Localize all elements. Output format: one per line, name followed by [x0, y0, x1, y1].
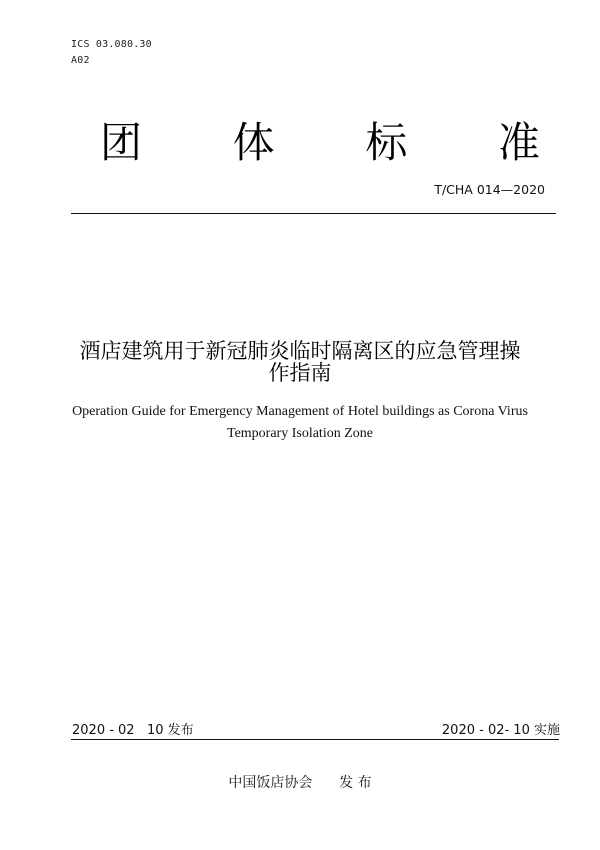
- chinese-title: [60, 340, 540, 384]
- standard-code: T/CHA 014—2020: [434, 182, 545, 197]
- ccs-code: A02: [71, 55, 90, 66]
- implementation-date: 2020 - 02- 10 实施: [441, 723, 560, 738]
- standard-type-heading: [100, 117, 540, 169]
- standard-type-char: 标: [365, 118, 408, 167]
- english-title-line-1: Operation Guide for Emergency Management of Hotel buildings as Corona Virus: [72, 404, 528, 419]
- top-divider: [71, 213, 556, 214]
- issue-date: 2020 - 02 10 发布: [72, 723, 194, 738]
- chinese-title-line-1: 酒店建筑用于新冠肺炎临时隔离区的应急管理操: [79, 339, 521, 363]
- standard-type-char: 准: [497, 118, 540, 167]
- english-title-line-2: Temporary Isolation Zone: [227, 426, 373, 441]
- standard-type-char: 体: [232, 118, 275, 167]
- publisher: 中国饭店协会 发 布: [228, 775, 372, 791]
- ics-code: ICS 03.080.30: [71, 39, 152, 50]
- bottom-divider: [71, 739, 559, 740]
- english-title: [40, 401, 560, 445]
- chinese-title-line-2: 作指南: [268, 361, 332, 385]
- standard-type-char: 团: [100, 118, 143, 167]
